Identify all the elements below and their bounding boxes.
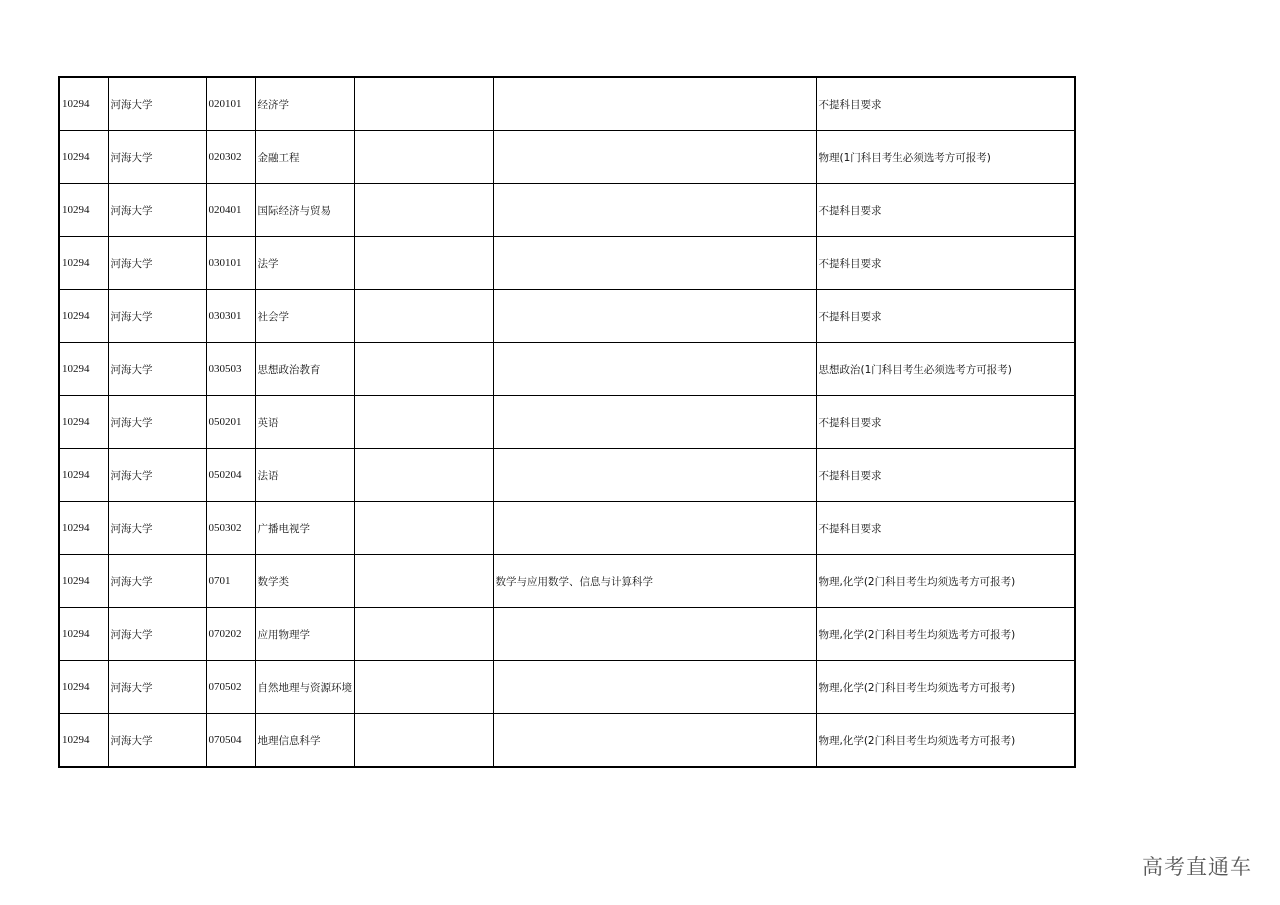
school-name-cell: 河海大学: [108, 449, 206, 502]
school-name-cell: 河海大学: [108, 131, 206, 184]
school-name-cell: 河海大学: [108, 608, 206, 661]
subject-requirement-cell: 物理,化学(2门科目考生均须选考方可报考): [816, 555, 1075, 608]
school-code-cell: 10294: [59, 290, 108, 343]
major-code-cell: 020401: [206, 184, 255, 237]
school-name-cell: 河海大学: [108, 184, 206, 237]
major-name-cell: 金融工程: [255, 131, 354, 184]
school-code-cell: 10294: [59, 714, 108, 768]
requirements-table: [58, 76, 1076, 768]
school-code-cell: 10294: [59, 502, 108, 555]
major-code-cell: 070502: [206, 661, 255, 714]
major-code-cell: 070504: [206, 714, 255, 768]
major-code-cell: 050302: [206, 502, 255, 555]
major-name-cell: 广播电视学: [255, 502, 354, 555]
major-code-cell: 0701: [206, 555, 255, 608]
subject-requirement-cell: 不提科目要求: [816, 449, 1075, 502]
empty-cell: [354, 184, 493, 237]
major-name-cell: 思想政治教育: [255, 343, 354, 396]
included-majors-cell: [493, 343, 816, 396]
subject-requirement-cell: 物理,化学(2门科目考生均须选考方可报考): [816, 661, 1075, 714]
included-majors-cell: [493, 184, 816, 237]
empty-cell: [354, 77, 493, 131]
school-name-cell: 河海大学: [108, 343, 206, 396]
table-row: [59, 555, 1075, 608]
major-code-cell: 030503: [206, 343, 255, 396]
major-name-cell: 国际经济与贸易: [255, 184, 354, 237]
included-majors-cell: 数学与应用数学、信息与计算科学: [493, 555, 816, 608]
major-name-cell: 经济学: [255, 77, 354, 131]
table-row: [59, 608, 1075, 661]
included-majors-cell: [493, 237, 816, 290]
major-code-cell: 030101: [206, 237, 255, 290]
major-name-cell: 数学类: [255, 555, 354, 608]
major-name-cell: 法学: [255, 237, 354, 290]
included-majors-cell: [493, 131, 816, 184]
school-name-cell: 河海大学: [108, 502, 206, 555]
subject-requirement-cell: 不提科目要求: [816, 396, 1075, 449]
major-name-cell: 社会学: [255, 290, 354, 343]
table-row: [59, 449, 1075, 502]
major-name-cell: 应用物理学: [255, 608, 354, 661]
included-majors-cell: [493, 502, 816, 555]
subject-requirement-cell: 不提科目要求: [816, 184, 1075, 237]
empty-cell: [354, 396, 493, 449]
empty-cell: [354, 343, 493, 396]
major-name-cell: 法语: [255, 449, 354, 502]
table-row: [59, 396, 1075, 449]
major-code-cell: 020302: [206, 131, 255, 184]
major-name-cell: 英语: [255, 396, 354, 449]
table-body: [59, 77, 1075, 767]
empty-cell: [354, 714, 493, 768]
school-code-cell: 10294: [59, 184, 108, 237]
subject-requirement-cell: 物理,化学(2门科目考生均须选考方可报考): [816, 714, 1075, 768]
subject-requirement-cell: 不提科目要求: [816, 290, 1075, 343]
school-name-cell: 河海大学: [108, 290, 206, 343]
major-code-cell: 030301: [206, 290, 255, 343]
included-majors-cell: [493, 290, 816, 343]
school-code-cell: 10294: [59, 396, 108, 449]
major-name-cell: 地理信息科学: [255, 714, 354, 768]
subject-requirement-cell: 思想政治(1门科目考生必须选考方可报考): [816, 343, 1075, 396]
school-code-cell: 10294: [59, 131, 108, 184]
included-majors-cell: [493, 608, 816, 661]
subject-requirement-cell: 不提科目要求: [816, 237, 1075, 290]
subject-requirement-cell: 不提科目要求: [816, 77, 1075, 131]
major-code-cell: 050201: [206, 396, 255, 449]
table-row: [59, 131, 1075, 184]
table-row: [59, 237, 1075, 290]
empty-cell: [354, 449, 493, 502]
table-row: [59, 290, 1075, 343]
school-name-cell: 河海大学: [108, 396, 206, 449]
major-code-cell: 070202: [206, 608, 255, 661]
subject-requirement-cell: 物理,化学(2门科目考生均须选考方可报考): [816, 608, 1075, 661]
school-name-cell: 河海大学: [108, 714, 206, 768]
table-row: [59, 77, 1075, 131]
table-row: [59, 343, 1075, 396]
empty-cell: [354, 661, 493, 714]
school-code-cell: 10294: [59, 608, 108, 661]
school-name-cell: 河海大学: [108, 237, 206, 290]
table-row: [59, 502, 1075, 555]
school-code-cell: 10294: [59, 77, 108, 131]
major-code-cell: 050204: [206, 449, 255, 502]
school-code-cell: 10294: [59, 661, 108, 714]
empty-cell: [354, 555, 493, 608]
school-code-cell: 10294: [59, 555, 108, 608]
included-majors-cell: [493, 449, 816, 502]
included-majors-cell: [493, 77, 816, 131]
school-code-cell: 10294: [59, 343, 108, 396]
empty-cell: [354, 237, 493, 290]
table-row: [59, 184, 1075, 237]
included-majors-cell: [493, 396, 816, 449]
table-row: [59, 714, 1075, 768]
included-majors-cell: [493, 714, 816, 768]
empty-cell: [354, 131, 493, 184]
school-name-cell: 河海大学: [108, 77, 206, 131]
empty-cell: [354, 502, 493, 555]
school-name-cell: 河海大学: [108, 555, 206, 608]
table-row: [59, 661, 1075, 714]
school-code-cell: 10294: [59, 449, 108, 502]
major-name-cell: 自然地理与资源环境: [255, 661, 354, 714]
school-name-cell: 河海大学: [108, 661, 206, 714]
major-code-cell: 020101: [206, 77, 255, 131]
school-code-cell: 10294: [59, 237, 108, 290]
subject-requirement-cell: 不提科目要求: [816, 502, 1075, 555]
empty-cell: [354, 290, 493, 343]
included-majors-cell: [493, 661, 816, 714]
subject-requirement-cell: 物理(1门科目考生必须选考方可报考): [816, 131, 1075, 184]
empty-cell: [354, 608, 493, 661]
watermark-text: 高考直通车: [1142, 855, 1252, 879]
